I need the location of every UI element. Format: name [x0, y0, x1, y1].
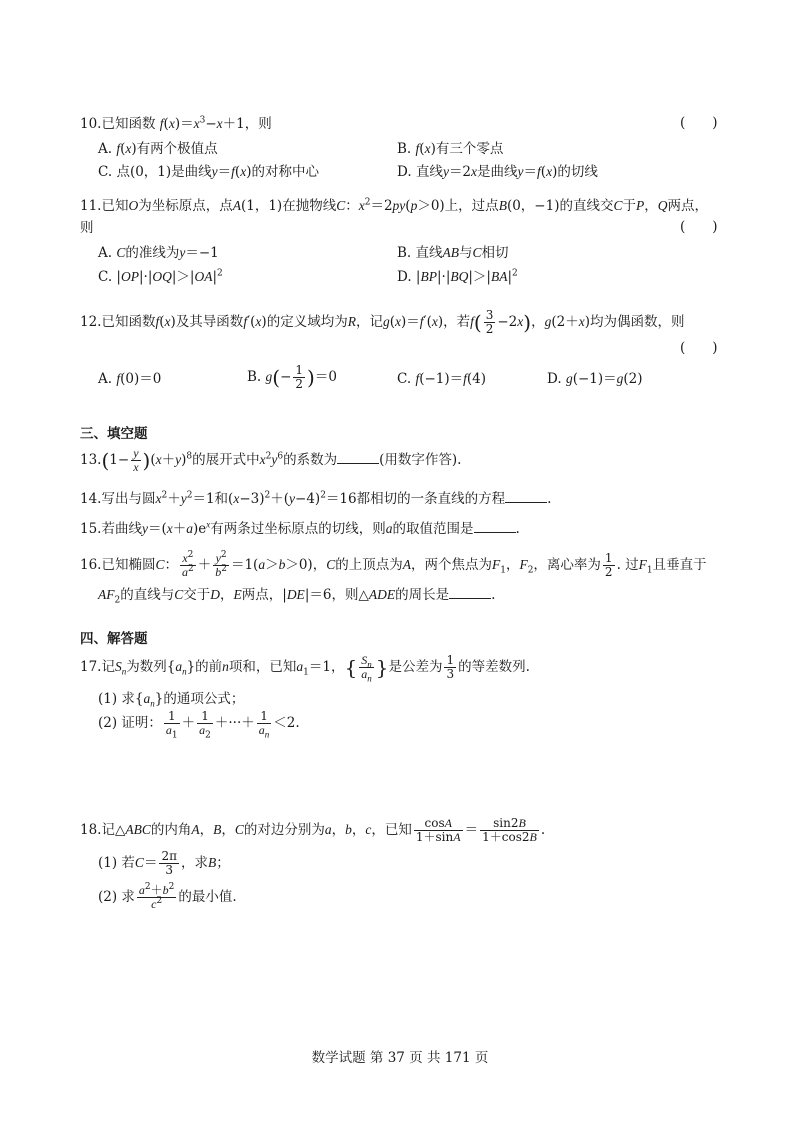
q14: 14.写出与圆$x^2+y^2=1$和$(x-3)^2+(y-4)^2=16$都相切的一条直线的方程 .: [80, 490, 552, 507]
q11-then: 则: [80, 220, 94, 236]
q12-option-d: D. g(−1)＝g(2): [547, 371, 643, 387]
q16-line1: 16.已知椭圆C： $\frac{x^2}{a^2}$ ＋ $\frac{y^2}{b^2}$ ＝1(a＞b＞0)，C的上顶点为A，两个焦点为$F_1$，$F_2$，离心率为 $\frac{1}{2}$ . 过$F_1$且垂直于: [80, 550, 707, 579]
q10-option-b: B. f(x)有三个零点: [397, 141, 504, 157]
q11-option-c: C. $|OP|\cdot|OQ|>|OA|^2$: [98, 268, 223, 285]
q10-stem: 10.已知函数 $f(x)=x^3-x+1$，则: [80, 115, 272, 132]
q11-answer-paren: ( ): [680, 219, 718, 235]
section-4-heading: 四、解答题: [80, 631, 148, 647]
q15-answer-blank[interactable]: [474, 520, 516, 533]
q15: 15.若曲线$y=(x+a)e^x$有两条过坐标原点的切线，则a的取值范围是 .: [80, 519, 520, 537]
q18-part2: (2) 求 $\frac{a^2+b^2}{c^2}$ 的最小值.: [98, 882, 237, 911]
q12-answer-paren: ( ): [680, 340, 718, 356]
q11-option-d: D. $|BP|\cdot|BQ|>|BA|^2$: [397, 268, 518, 285]
q10-option-d: D. 直线y＝2x是曲线y＝f(x)的切线: [397, 164, 598, 180]
q18-stem: 18.记△ABC的内角A，B，C的对边分别为a，b，c，已知 $\frac{\cos A}{1+\sin A}$ ＝ $\frac{\sin 2B}{1+\cos 2B}$ .: [80, 816, 546, 844]
q17-part1: (1) 求$\{a_n\}$的通项公式；: [98, 691, 245, 709]
q11-option-a: A. C的准线为y＝−1: [98, 245, 219, 261]
q12-option-c: C. f(−1)＝f(4): [397, 371, 487, 387]
section-3-heading: 三、填空题: [80, 426, 148, 442]
q11-option-b: B. 直线AB与C相切: [397, 245, 509, 261]
q12-option-a: A. f(0)＝0: [98, 371, 162, 387]
q11-stem: 11.已知O为坐标原点，点A(1，1)在抛物线C：$x^2=2py(p>0)$上，过点B(0，−1)的直线交C于P，Q两点，: [80, 197, 708, 214]
q13: 13.(1− $\frac{y}{x}$ )$(x+y)^8$的展开式中$x^2y^6$的系数为 (用数字作答).: [80, 446, 462, 474]
q10-option-a: A. f(x)有两个极值点: [98, 141, 218, 157]
q14-answer-blank[interactable]: [505, 490, 547, 503]
q16-line2: $AF_2$的直线与C交于D，E两点，|DE|＝6，则△ADE的周长是 .: [98, 587, 496, 606]
q12-stem: 12.已知函数f(x)及其导函数f′(x)的定义域均为R，记g(x)＝f′(x)，若f( $\frac{3}{2}$ −2x)，g(2＋x)均为偶函数，则: [80, 308, 685, 336]
q12-option-b: B. g(− $\frac{1}{2}$ )＝0: [247, 363, 337, 391]
page-footer: 数学试题 第 37 页 共 171 页: [311, 1050, 489, 1066]
q10-option-c: C. 点(0，1)是曲线y＝f(x)的对称中心: [98, 164, 319, 180]
q16-answer-blank[interactable]: [449, 586, 491, 599]
q17-part2: (2) 证明： $\frac{1}{a_1}$ ＋ $\frac{1}{a_2}$ ＋···＋ $\frac{1}{a_n}$ ＜2.: [98, 709, 300, 741]
q10-answer-paren: ( ): [680, 115, 718, 131]
q13-answer-blank[interactable]: [337, 451, 379, 464]
q17-stem: 17.记$S_n$为数列$\{a_n\}$的前n项和，已知$a_1=1$，{ $\frac{S_n}{a_n}$ }是公差为 $\frac{1}{3}$ 的等差数列.: [80, 653, 530, 684]
q18-part1: (1) 若C＝ $\frac{2\pi}{3}$ ，求B；: [98, 849, 230, 877]
